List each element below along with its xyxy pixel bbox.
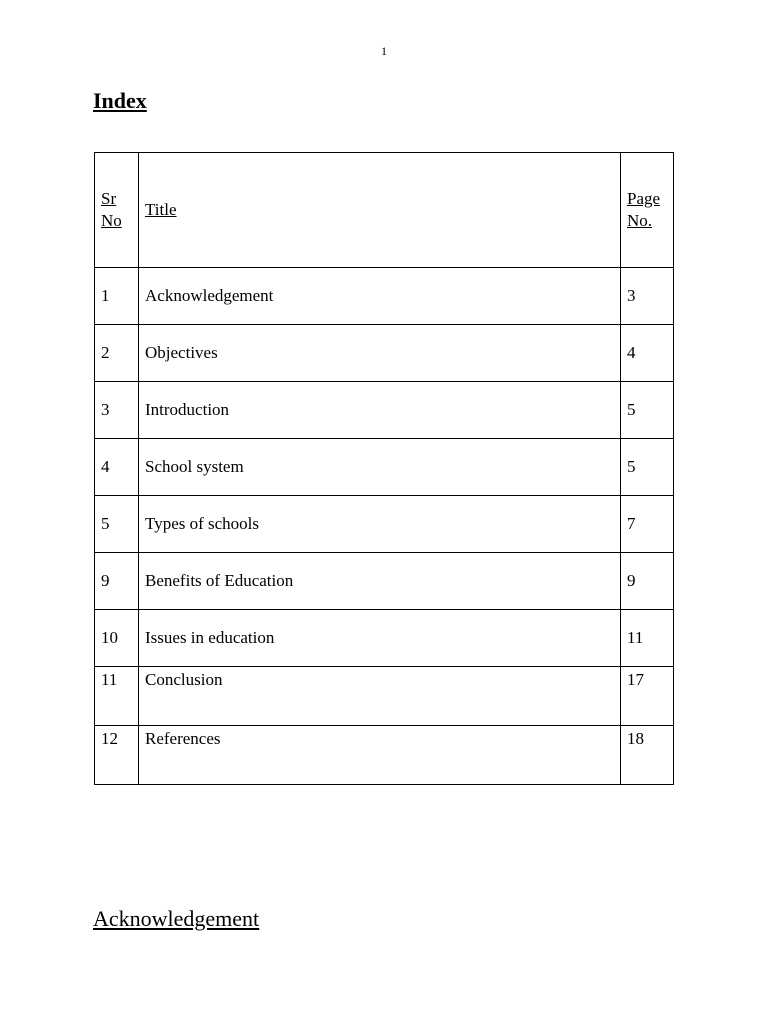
sr-cell: 12: [95, 726, 139, 785]
title-cell: Introduction: [139, 382, 621, 439]
table-header-row: [95, 153, 674, 268]
page-cell: 7: [621, 496, 674, 553]
table-row: [95, 553, 674, 610]
title-cell: Acknowledgement: [139, 268, 621, 325]
table-row: [95, 268, 674, 325]
acknowledgement-heading: Acknowledgement: [93, 906, 260, 931]
index-table: [94, 152, 674, 785]
header-page-label: Page: [627, 189, 661, 208]
table-row: [95, 382, 674, 439]
header-page-no-label: No.: [627, 211, 653, 230]
table-row: [95, 610, 674, 667]
header-sr-label: Sr: [101, 189, 117, 208]
sr-cell: 5: [95, 496, 139, 553]
title-cell: Types of schools: [139, 496, 621, 553]
sr-cell: 3: [95, 382, 139, 439]
sr-cell: 2: [95, 325, 139, 382]
table-row: [95, 439, 674, 496]
table-row: [95, 726, 674, 785]
title-cell: References: [139, 726, 621, 785]
page-cell: 18: [621, 726, 674, 785]
index-heading: Index: [93, 88, 147, 113]
table-row: [95, 667, 674, 726]
header-title: [139, 153, 621, 268]
page-number: 1: [381, 44, 387, 58]
header-sr-no: [95, 153, 139, 268]
table-row: [95, 325, 674, 382]
sr-cell: 11: [95, 667, 139, 726]
title-cell: Objectives: [139, 325, 621, 382]
page-cell: 5: [621, 439, 674, 496]
page-cell: 4: [621, 325, 674, 382]
table-row: [95, 496, 674, 553]
sr-cell: 10: [95, 610, 139, 667]
sr-cell: 9: [95, 553, 139, 610]
page-cell: 9: [621, 553, 674, 610]
header-page-no: [621, 153, 674, 268]
title-cell: Benefits of Education: [139, 553, 621, 610]
title-cell: School system: [139, 439, 621, 496]
page-cell: 5: [621, 382, 674, 439]
sr-cell: 4: [95, 439, 139, 496]
page-cell: 3: [621, 268, 674, 325]
sr-cell: 1: [95, 268, 139, 325]
page-cell: 17: [621, 667, 674, 726]
title-cell: Conclusion: [139, 667, 621, 726]
header-title-label: Title: [145, 200, 177, 219]
header-no-label: No: [101, 211, 122, 230]
title-cell: Issues in education: [139, 610, 621, 667]
page-cell: 11: [621, 610, 674, 667]
